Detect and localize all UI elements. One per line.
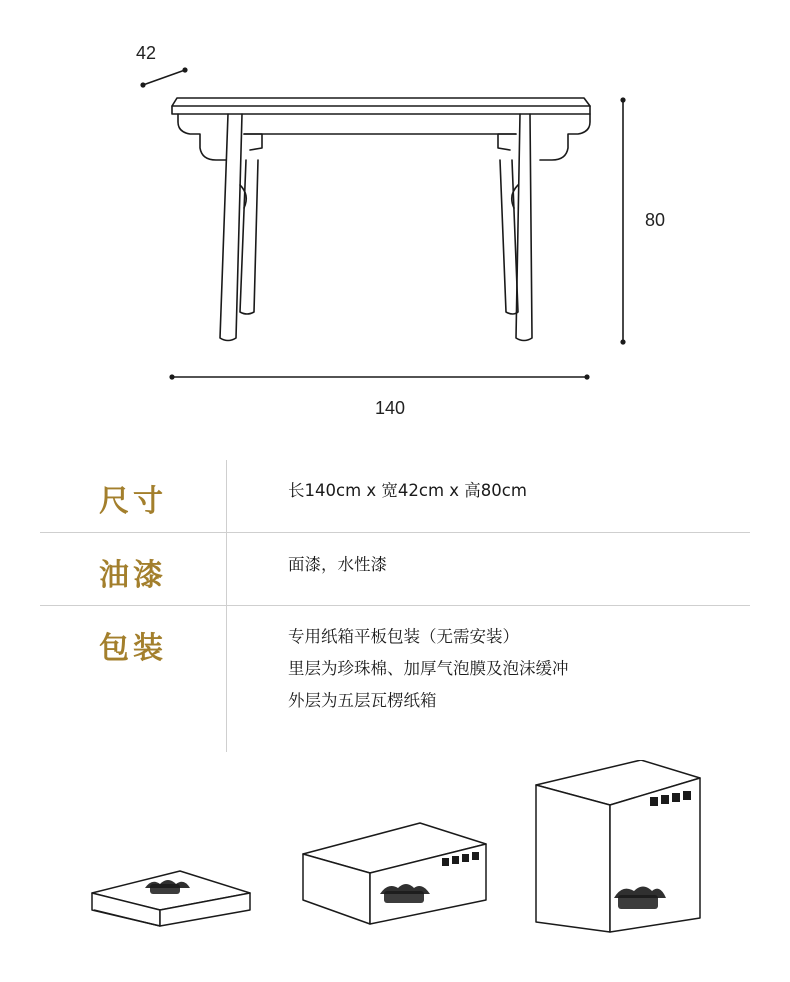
flat-box bbox=[92, 871, 250, 926]
medium-box bbox=[303, 823, 486, 924]
spec-line: 专用纸箱平板包装（无需安装） bbox=[288, 627, 519, 646]
front-left-leg bbox=[220, 114, 242, 341]
spec-line: 外层为五层瓦楞纸箱 bbox=[288, 691, 437, 710]
table-dimension-drawing bbox=[0, 0, 790, 440]
spec-table bbox=[40, 460, 750, 752]
spec-line: 长140cm x 宽42cm x 高80cm bbox=[288, 481, 527, 500]
depth-label: 42 bbox=[136, 43, 157, 63]
spec-line: 里层为珍珠棉、加厚气泡膜及泡沫缓冲 bbox=[288, 659, 569, 678]
table-line-drawing bbox=[0, 0, 790, 440]
column-divider bbox=[226, 460, 227, 752]
row-divider bbox=[40, 605, 750, 606]
spec-value-packaging bbox=[288, 621, 569, 717]
width-label: 140 bbox=[375, 398, 406, 418]
boxes-drawing bbox=[0, 760, 790, 978]
tall-box bbox=[536, 760, 700, 932]
right-spandrel bbox=[540, 114, 590, 160]
spec-value-paint bbox=[288, 549, 387, 581]
back-right-leg bbox=[500, 160, 518, 314]
spec-title-paint: 油漆 bbox=[99, 558, 167, 593]
spec-value-size bbox=[288, 475, 527, 507]
spec-line: 面漆，水性漆 bbox=[288, 555, 387, 574]
table-top bbox=[172, 98, 590, 106]
spec-title-size: 尺寸 bbox=[99, 484, 167, 519]
height-label: 80 bbox=[645, 210, 666, 230]
row-divider bbox=[40, 532, 750, 533]
packaging-boxes-illustration bbox=[0, 760, 790, 978]
spec-title-packaging: 包装 bbox=[99, 631, 167, 666]
back-left-leg bbox=[240, 160, 258, 314]
left-spandrel bbox=[178, 114, 226, 160]
depth-dimension-line bbox=[143, 70, 185, 85]
